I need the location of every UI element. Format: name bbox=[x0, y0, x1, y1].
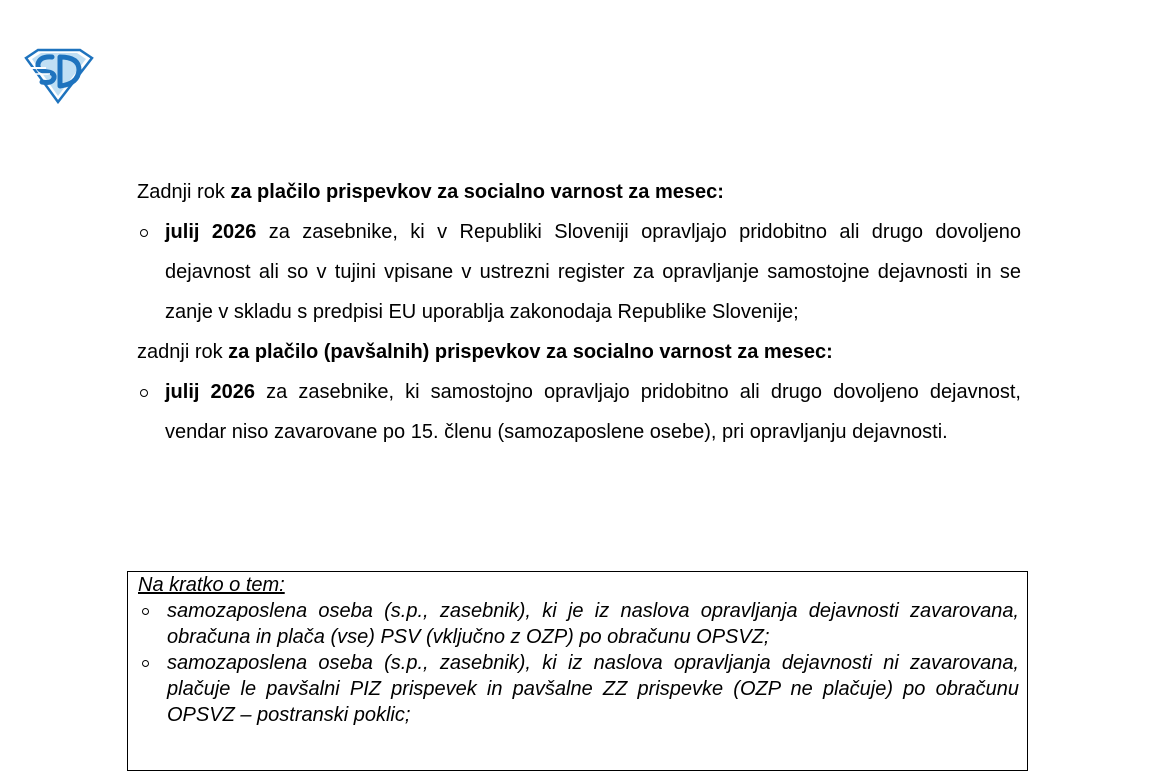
summary-box bbox=[127, 571, 1028, 771]
section1-heading-plain: Zadnji rok bbox=[137, 181, 231, 203]
section2-bullet bbox=[137, 372, 1021, 452]
section1-heading-bold: za plačilo prispevkov za socialno varnost za mesec: bbox=[230, 181, 724, 203]
section2-bullet-month: julij 2026 bbox=[165, 381, 256, 403]
section2-heading-bold: za plačilo (pavšalnih) prispevkov za socialno varnost za mesec: bbox=[228, 341, 833, 363]
section1-bullet-month: julij 2026 bbox=[165, 221, 257, 243]
summary-list-item: samozaposlena oseba (s.p., zasebnik), ki iz naslova opravljanja dejavnosti ni zavarovana, plačuje le pavšalni PIZ prispevek in pavšalne ZZ prispevke (OZP ne plačuje) po obračunu OPSVZ – postranski poklic; bbox=[138, 650, 1019, 728]
section2-bullet-text: za zasebnike, ki samostojno opravljajo pridobitno ali drugo dovoljeno dejavnost, vendar niso zavarovane po 15. členu (samozaposlene osebe), pri opravljanju dejavnosti. bbox=[165, 381, 1021, 443]
company-logo bbox=[22, 48, 96, 104]
section1-bullet-text: za zasebnike, ki v Republiki Sloveniji opravljajo pridobitno ali drugo dovoljeno dejavnost ali so v tujini vpisane v ustrezni register za opravljanje samostojne dejavnosti in se zanje v skladu s predpisi EU uporablja zakonodaja Republike Slovenije; bbox=[165, 221, 1021, 323]
section2-heading-plain: zadnji rok bbox=[137, 341, 229, 363]
summary-box-title: Na kratko o tem: bbox=[138, 574, 285, 596]
section1-heading bbox=[137, 172, 1021, 212]
section2-heading bbox=[137, 332, 1021, 372]
section1-bullet bbox=[137, 212, 1021, 332]
summary-list-item: samozaposlena oseba (s.p., zasebnik), ki je iz naslova opravljanja dejavnosti zavarovana, obračuna in plača (vse) PSV (vključno z OZP) po obračunu OPSVZ; bbox=[138, 598, 1019, 650]
sd-diamond-logo-icon bbox=[22, 48, 96, 104]
document-body bbox=[137, 172, 1021, 452]
